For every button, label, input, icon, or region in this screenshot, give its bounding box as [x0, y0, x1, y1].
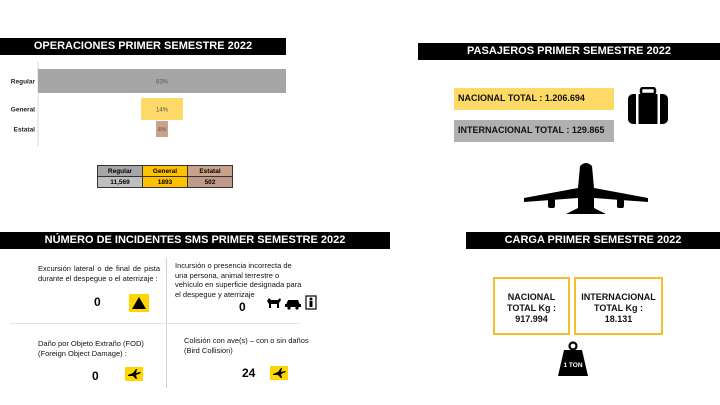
- incident-text-runway-incursion: Incursión o presencia incorrecta de una persona, animal terrestre o vehículo en superficie designada para el despegue y aterrizaje: [175, 261, 302, 299]
- runway-excursion-icon: [129, 294, 149, 312]
- international-passengers-box: INTERNACIONAL TOTAL : 129.865: [454, 120, 614, 142]
- incidents-banner: NÚMERO DE INCIDENTES SMS PRIMER SEMESTRE 2022: [0, 232, 390, 249]
- value-label-estatal: 4%: [157, 127, 167, 134]
- table-row: [98, 177, 233, 188]
- table-cell-general: 1893: [143, 177, 188, 188]
- category-label-general: General: [10, 106, 35, 114]
- category-label-estatal: Estatal: [13, 126, 35, 134]
- national-cargo-label: NACIONAL TOTAL Kg :: [507, 292, 556, 313]
- national-cargo-box: [493, 277, 570, 335]
- incident-count-fod: 0: [92, 369, 99, 383]
- car-icon: [285, 300, 301, 310]
- airplane-icon: [522, 162, 650, 216]
- dog-icon: [267, 298, 281, 308]
- national-passengers-box: NACIONAL TOTAL : 1.206.694: [454, 88, 614, 110]
- table-cell-regular: 11,569: [98, 177, 143, 188]
- table-cell-estatal: 502: [188, 177, 233, 188]
- fod-icon: [125, 367, 143, 381]
- animal-vehicle-person-icons: [265, 294, 319, 310]
- passengers-banner: PASAJEROS PRIMER SEMESTRE 2022: [418, 43, 720, 60]
- table-header-row: [98, 166, 233, 177]
- incident-text-fod: Daño por Objeto Extraño (FOD) (Foreign Object Damage) :: [38, 339, 144, 358]
- incident-text-runway-excursion: Excursión lateral o de final de pista durante el despegue o el aterrizaje :: [38, 264, 160, 283]
- incident-count-runway-excursion: 0: [94, 295, 101, 309]
- incident-count-bird-strike: 24: [242, 366, 256, 380]
- cargo-banner: CARGA PRIMER SEMESTRE 2022: [466, 232, 720, 249]
- international-cargo-box: [574, 277, 663, 335]
- weight-label: 1 TON: [563, 362, 583, 369]
- bird-strike-icon: [270, 366, 288, 380]
- value-label-regular: 83%: [155, 79, 169, 86]
- person-icon: [306, 296, 316, 309]
- incidents-horizontal-divider: [10, 323, 300, 324]
- national-cargo-value: 917.994: [515, 314, 548, 324]
- suitcase-icon: [627, 87, 669, 125]
- incident-count-runway-incursion: 0: [239, 300, 246, 314]
- operations-banner: OPERACIONES PRIMER SEMESTRE 2022: [0, 38, 286, 55]
- table-header-regular: Regular: [98, 166, 143, 177]
- table-header-general: General: [143, 166, 188, 177]
- operations-summary-table: [97, 165, 233, 188]
- incident-text-bird-strike: Colisión con ave(s) – con o sin daños (Bird Collision): [184, 336, 309, 355]
- weight-icon: [556, 341, 590, 377]
- table-header-estatal: Estatal: [188, 166, 233, 177]
- international-cargo-value: 18.131: [604, 314, 633, 324]
- value-label-general: 14%: [155, 107, 169, 114]
- international-cargo-label: INTERNACIONAL TOTAL Kg :: [581, 292, 656, 313]
- operations-funnel-chart: [0, 60, 290, 150]
- category-label-regular: Regular: [10, 78, 35, 86]
